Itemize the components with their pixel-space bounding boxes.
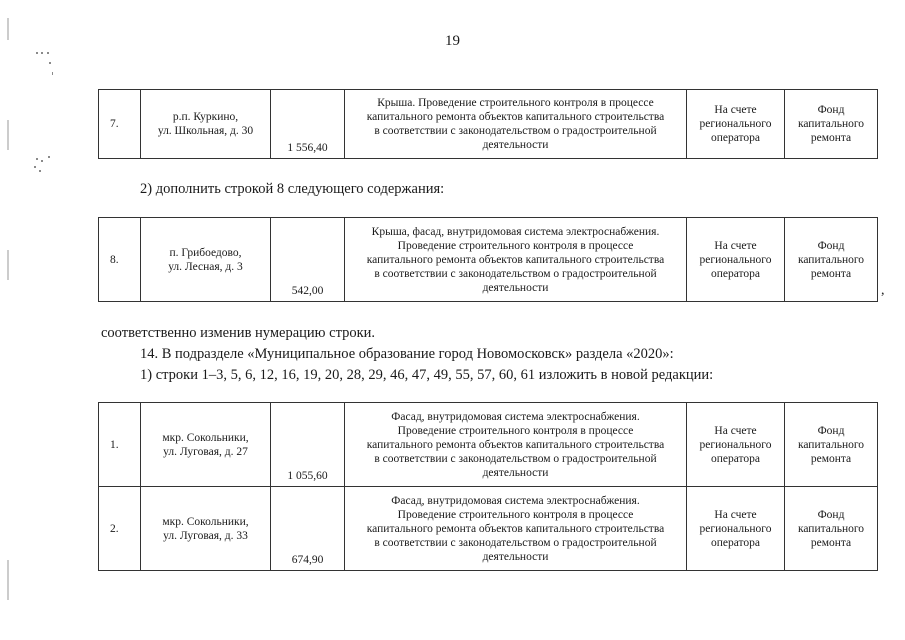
work-line: деятельности	[482, 139, 549, 151]
source-line: капитального	[797, 253, 865, 266]
page-number: 19	[445, 33, 460, 49]
source-cell	[785, 487, 878, 571]
work-line: деятельности	[482, 466, 549, 479]
work-line: в соответствии с законодательством о градостроительной	[374, 125, 657, 137]
financing-line: регионального	[699, 438, 772, 451]
table-row-8-block	[98, 217, 878, 302]
paragraph-renumber: соответственно изменив нумерацию строки.	[101, 325, 376, 341]
financing-line: оператора	[710, 267, 761, 280]
source-line: Фонд	[817, 104, 845, 116]
source-line: капитального	[797, 522, 865, 535]
work-description-cell	[345, 218, 687, 302]
financing-cell	[687, 487, 785, 571]
address-cell	[141, 90, 271, 159]
financing-line: На счете	[714, 508, 757, 521]
financing-line: регионального	[699, 522, 772, 535]
source-line: Фонд	[817, 508, 845, 521]
financing-cell	[687, 403, 785, 487]
work-line: капитального ремонта объектов капитального строительства	[366, 438, 665, 451]
address-line: п. Грибоедово,	[169, 246, 242, 259]
trailing-comma: ,	[881, 283, 885, 298]
work-line: Фасад, внутридомовая система электроснабжения.	[391, 410, 640, 423]
work-line: в соответствии с законодательством о градостроительной	[374, 267, 657, 280]
address-line: ул. Школьная, д. 30	[157, 125, 254, 137]
area-cell: 1 055,60	[271, 403, 345, 487]
financing-line: На счете	[714, 239, 757, 252]
row-number: 8.	[99, 218, 141, 302]
table-new-rows-block	[98, 402, 878, 571]
work-line: в соответствии с законодательством о градостроительной	[374, 452, 657, 465]
area-cell: 542,00	[271, 218, 345, 302]
address-line: мкр. Сокольники,	[162, 515, 249, 528]
table-row-7-block	[98, 89, 878, 159]
work-line: в соответствии с законодательством о градостроительной	[374, 536, 657, 549]
row-number: 2.	[99, 487, 141, 571]
financing-line: На счете	[714, 104, 757, 116]
paragraph-section-14: 14. В подразделе «Муниципальное образование город Новомосковск» раздела «2020»:	[140, 346, 674, 362]
source-line: капитального	[797, 118, 865, 130]
work-line: Проведение строительного контроля в процессе	[397, 508, 634, 521]
address-cell	[141, 218, 271, 302]
work-description-cell	[345, 403, 687, 487]
work-line: капитального ремонта объектов капитального строительства	[366, 111, 665, 123]
address-line: мкр. Сокольники,	[162, 431, 249, 444]
address-line: ул. Луговая, д. 27	[163, 445, 248, 458]
work-line: Крыша. Проведение строительного контроля в процессе	[377, 97, 654, 109]
work-line: Крыша, фасад, внутридомовая система электроснабжения.	[371, 225, 660, 238]
table-row	[99, 487, 878, 571]
area-cell: 674,90	[271, 487, 345, 571]
financing-line: На счете	[714, 424, 757, 437]
table-row	[99, 218, 878, 302]
address-line: ул. Лесная, д. 3	[168, 260, 243, 273]
row-number: 7.	[99, 90, 141, 159]
financing-line: оператора	[710, 536, 761, 549]
financing-line: регионального	[699, 253, 772, 266]
financing-line: регионального	[699, 118, 772, 130]
source-line: Фонд	[817, 424, 845, 437]
row-number: 1.	[99, 403, 141, 487]
area-cell: 1 556,40	[271, 90, 345, 159]
work-description-cell	[345, 487, 687, 571]
financing-cell	[687, 218, 785, 302]
source-line: ремонта	[810, 267, 852, 280]
source-line: капитального	[797, 438, 865, 451]
financing-line: оператора	[710, 452, 761, 465]
paragraph-add-row: 2) дополнить строкой 8 следующего содержания:	[140, 181, 445, 197]
source-line: ремонта	[810, 132, 852, 144]
address-cell	[141, 487, 271, 571]
work-description-cell	[345, 90, 687, 159]
source-line: ремонта	[810, 536, 852, 549]
financing-cell	[687, 90, 785, 159]
source-cell	[785, 90, 878, 159]
table-row	[99, 90, 878, 159]
address-line: р.п. Куркино,	[172, 111, 239, 123]
financing-line: оператора	[710, 132, 761, 144]
work-line: деятельности	[482, 281, 549, 294]
source-cell	[785, 403, 878, 487]
work-line: Проведение строительного контроля в процессе	[397, 424, 634, 437]
address-cell	[141, 403, 271, 487]
work-line: деятельности	[482, 550, 549, 563]
source-cell	[785, 218, 878, 302]
address-line: ул. Луговая, д. 33	[163, 529, 248, 542]
work-line: Проведение строительного контроля в процессе	[397, 239, 634, 252]
source-line: ремонта	[810, 452, 852, 465]
scan-margin-marks	[0, 0, 60, 640]
paragraph-rows-list: 1) строки 1–3, 5, 6, 12, 16, 19, 20, 28, 29, 46, 47, 49, 55, 57, 60, 61 изложить в новой редакции:	[140, 367, 714, 383]
work-line: капитального ремонта объектов капитального строительства	[366, 522, 665, 535]
source-line: Фонд	[817, 239, 845, 252]
work-line: Фасад, внутридомовая система электроснабжения.	[391, 494, 640, 507]
work-line: капитального ремонта объектов капитального строительства	[366, 253, 665, 266]
table-row	[99, 403, 878, 487]
